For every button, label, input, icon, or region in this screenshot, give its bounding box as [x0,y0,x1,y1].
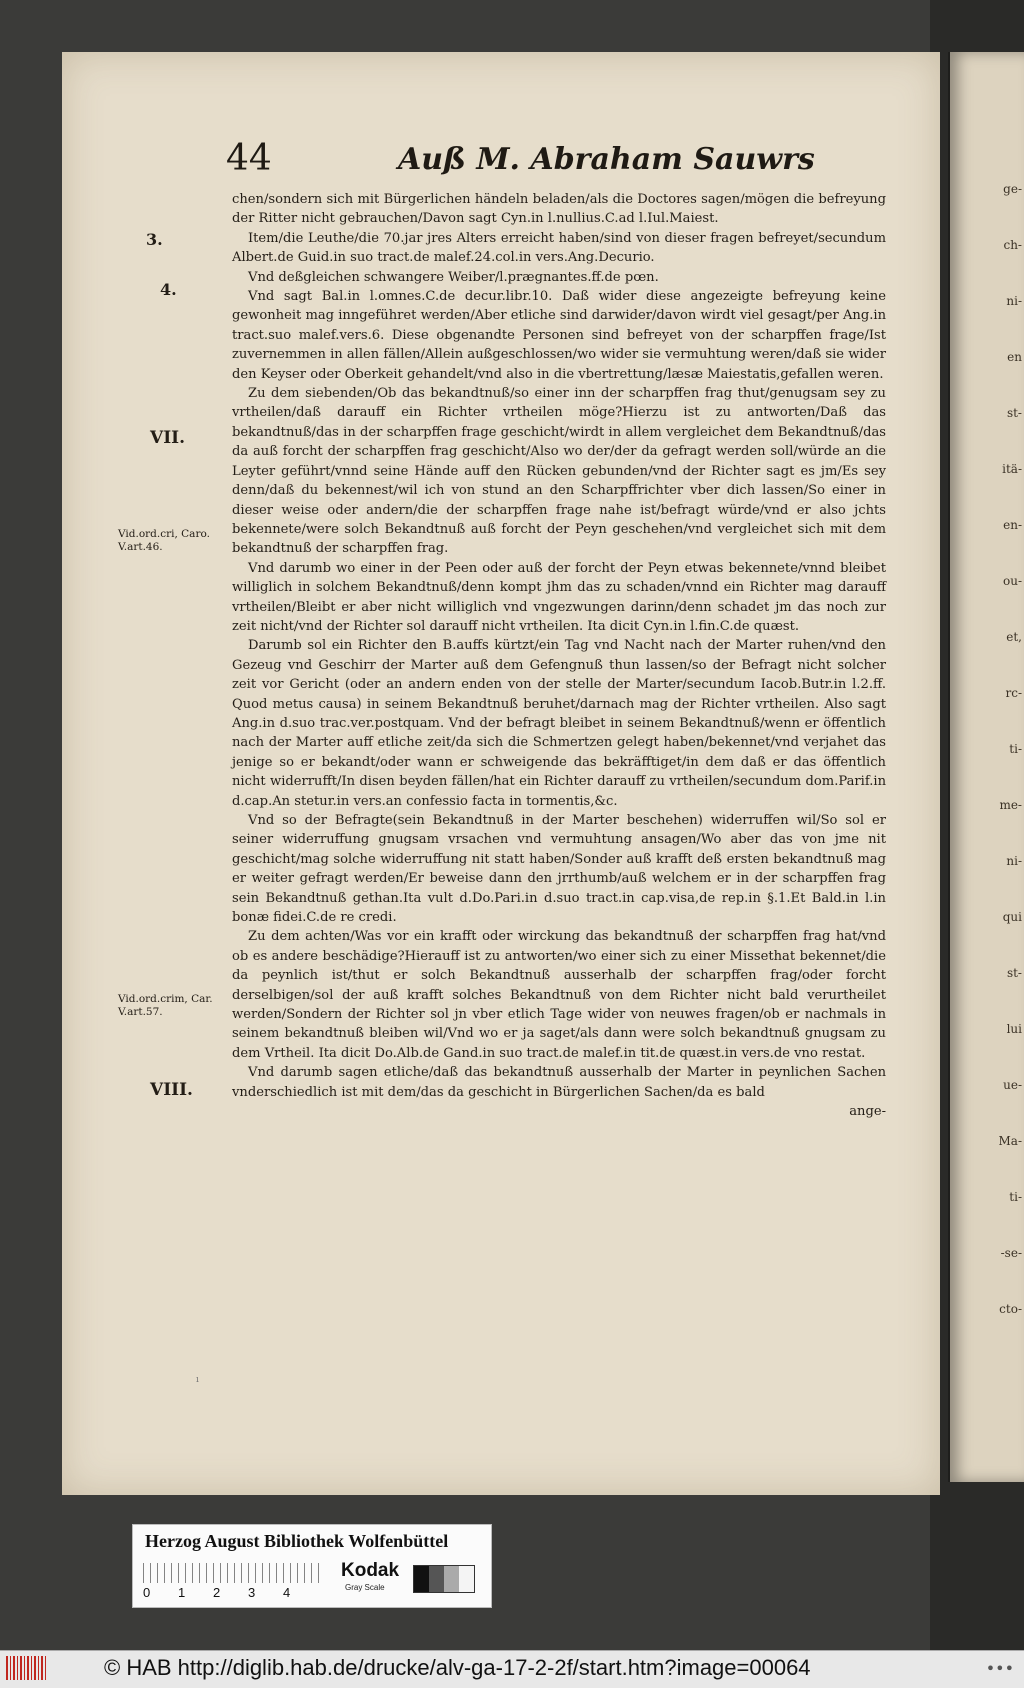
next-page-fragment: rc- [1005,686,1022,700]
next-page-fragment: ni- [1006,294,1022,308]
paragraph: Zu dem siebenden/Ob das bekandtnuß/so einer inn der scharpffen frag thut/genugsam sey zu vrtheilen/daß darauff ein Richter vrtheilen möge?Hierzu ist zu antworten/Daß das bekandtnuß/das in der scharpffen frage geschicht/wirdt in allem vergleichet dem Bekandtnuß/das da auß forcht der scharpffen frag geschicht/Also wo der/der da gefragt werden soll/würde an die Leyter geführt/vnnd seine Hände auff den Rücken gebunden/vnd der Richter sagt es jm/Es sey denn/daß du bekennest/wil ich von stund an den Scharpffrichter vber dich lassen/So einer in dieser weise oder andern/die der scharpffen frage nahe ist/befragt würde/vnd er also jchts bekennete/were solch Bekandtnuß auß forcht der Peyn geschehen/vnd vergleichet sich mit dem bekandtnuß der scharpffen frag. [232,386,886,557]
swatch [459,1566,474,1592]
paragraph: Vnd darumb wo einer in der Peen oder auß der forcht der Peyn etwas bekennete/vnnd bleibet williglich in solchem Bekandtnuß/denn kompt jhm das zu schaden/vnnd ein Richter mag darauff vrtheilen/Bleibt er aber nicht williglich vnd vngezwungen darinn/denn schadet jm das noch zur zeit nicht/vnd der Richter sol darauff nicht vrtheilen. Ita dicit Cyn.in l.fin.C.de quæst. [232,560,886,634]
paragraph: Vnd sagt Bal.in l.omnes.C.de decur.libr.10. Daß wider diese angezeigte befreyung keine gewonheit mag inngeführet werden/Aber etliche sind darwider/davon wirdt viel gesagt/per Ang.in tract.suo malef.vers.6. Diese obgenandte Personen sind befreyet von der scharpffen frage/Ist zuvernemmen in allen fällen/Allein außgeschlossen/wo wider sie vermuhtung weren/daß sie wider den Keyser oder Oberkeit gehandelt/vnd also in die vbertrettung/læsæ Maiestatis,gefallen weren. [232,289,886,382]
paragraph: Vnd darumb sagen etliche/daß das bekandtnuß ausserhalb der Marter in peynlichen Sachen vnderschiedlich ist mit dem/das da geschicht in Bürgerlichen Sachen/da es bald [232,1065,886,1100]
margin-number-3: 3. [146,230,163,249]
ruler-number: 3 [248,1585,256,1600]
page-number: 44 [226,138,272,179]
next-page-fragment: me- [999,798,1022,812]
gray-scale-label: Gray Scale [345,1583,385,1592]
library-color-card [132,1524,492,1608]
paragraph: Vnd so der Befragte(sein Bekandtnuß in der Marter beschehen) widerruffen wil/So sol er seiner widerruffung gnugsam vrsachen vnd vermuhtung ansagen/Wo aber das von jme nit geschicht/mag solche widerruffung nit statt haben/Sonder auß krafft deß ersten bekandtnuß mag er weiter gefragt werden/Er beweise dann den jrrthumb/auß welchem er in der scharpffen frag sein Bekandtnuß gethan.Ita vult d.Do.Pari.in d.suo tract.in cap.visa,de rep.in §.1.Et Bald.in l.in bonæ fidei.C.de re credi. [232,813,886,926]
margin-reference-2: Vid.ord.crim, Car. V.art.57. [118,993,213,1018]
paragraph: Zu dem achten/Was vor ein krafft oder wirckung das bekandtnuß der scharpffen frag hat/vnd ob es andere beschädige?Hierauff ist zu antworten/wo einer sich zu einer Missethat bekennet/die da peynlich ist/thut er solch Bekandtnuß ausserhalb der scharpffen frag/oder forcht derselbigen/sol der auß krafft solches Bekandtnuß von dem Richter nicht bald verurtheilet werden/Sondern der Richter sol jn vber etlich Tage wider von neuwes fragen/ob er nachmals in seinem bekandtnuß bleiben wil/Vnd wo er ja saget/als dann were solch bekandtnuß gnugsam zu dem Vrtheil. Ita dicit Do.Alb.de Gand.in suo tract.de malef.in tit.de quæst.in vers.de vno restat. [232,929,886,1061]
stray-mark: ı [196,1375,199,1385]
swatch [414,1566,429,1592]
paragraph: Item/die Leuthe/die 70.jar jres Alters erreicht haben/sind von dieser fragen befreyet/secundum Albert.de Guid.in suo tract.de malef.24.col.in vers.Ang.Decurio. [232,230,886,266]
ruler-number: 0 [143,1585,151,1600]
gray-swatches [413,1565,475,1593]
ruler-scale [143,1563,319,1583]
page-body-text [232,190,886,1122]
next-page-fragment: ti- [1009,1190,1022,1204]
next-page-fragment: itä- [1002,462,1022,476]
next-page-fragment: ou- [1002,574,1022,588]
next-page-fragment: -se- [1000,1246,1022,1260]
running-title: Auß M. Abraham Sauwrs [398,142,815,177]
next-page-fragment: en- [1003,518,1022,532]
ruler-numbers [143,1585,333,1600]
next-page-fragment: ch- [1003,238,1022,252]
next-page-fragment: Ma- [998,1134,1022,1148]
more-icon[interactable]: ••• [985,1659,1014,1678]
paragraph: Vnd deßgleichen schwangere Weiber/l.prægnantes.ff.de pœn. [248,269,659,285]
next-page-fragment: ge- [1003,182,1022,196]
next-page-fragment: ue- [1003,1078,1022,1092]
next-page-fragment: et, [1006,630,1022,644]
margin-number-4: 4. [160,280,177,299]
next-page-fragment: st- [1006,406,1022,420]
footer-bar [0,1650,1024,1688]
ruler-number: 1 [178,1585,186,1600]
next-page-fragment: lui [1006,1022,1022,1036]
next-page-fragment: st- [1006,966,1022,980]
swatch [429,1566,444,1592]
kodak-logo: Kodak [341,1560,400,1581]
hab-logo-icon [6,1656,48,1680]
paragraph: chen/sondern sich mit Bürgerlichen händeln beladen/als die Doctores sagen/mögen die befreyung der Ritter nicht gebrauchen/Davon sagt Cyn.in l.nullius.C.ad l.Iul.Maiest. [232,192,886,227]
next-page-fragment: en [1007,350,1022,364]
margin-roman-vii: VII. [150,428,186,448]
next-page-fragment: ni- [1006,854,1022,868]
paragraph: Darumb sol ein Richter den B.auffs kürtzt/ein Tag vnd Nacht nach der Marter ruhen/vnd den Gezeug vnd Geschirr der Marter auß dem Gefengnuß thun lassen/so der Befragt nicht solcher zeit vor Gericht (oder an andern enden von der stelle der Marter/secundum Iacob.Butr.in l.2.ff. Quod metus causa) in seinem Bekandtnuß beruhet/darnach mag der Richter vrtheilen. Also sagt Ang.in d.suo trac.ver.postquam. Vnd der befragt bleibet in seinem Bekandtnuß/wenn er öffentlich nach der Marter auff etliche zeit/da sich die Schmertzen gelegt haben/bekennet/vnd verjahet das jenige so er bekandt/oder wann er schweigende das bekräfftiget/in dem daß er das öffentlich nicht widerrufft/In disen beyden fällen/hat ein Richter darauff zu vrtheilen/secundum dom.Parif.in d.cap.An stetur.in vers.an confessio facta in tormentis,&c. [232,638,886,809]
next-page-fragment: cto- [999,1302,1022,1316]
margin-reference-1: Vid.ord.cri, Caro. V.art.46. [118,528,210,553]
footer-copyright-link[interactable]: © HAB http://diglib.hab.de/drucke/alv-ga-17-2-2f/start.htm?image=00064 [104,1655,811,1680]
ruler-number: 2 [213,1585,221,1600]
next-page-fragment: ti- [1009,742,1022,756]
next-page-fragment: qui [1002,910,1022,924]
library-name: Herzog August Bibliothek Wolfenbüttel [145,1531,449,1551]
ruler-number: 4 [283,1585,291,1600]
margin-roman-viii: VIII. [150,1080,193,1100]
catchword: ange- [849,1104,886,1120]
swatch [444,1566,459,1592]
next-page-edge [948,52,1024,1482]
